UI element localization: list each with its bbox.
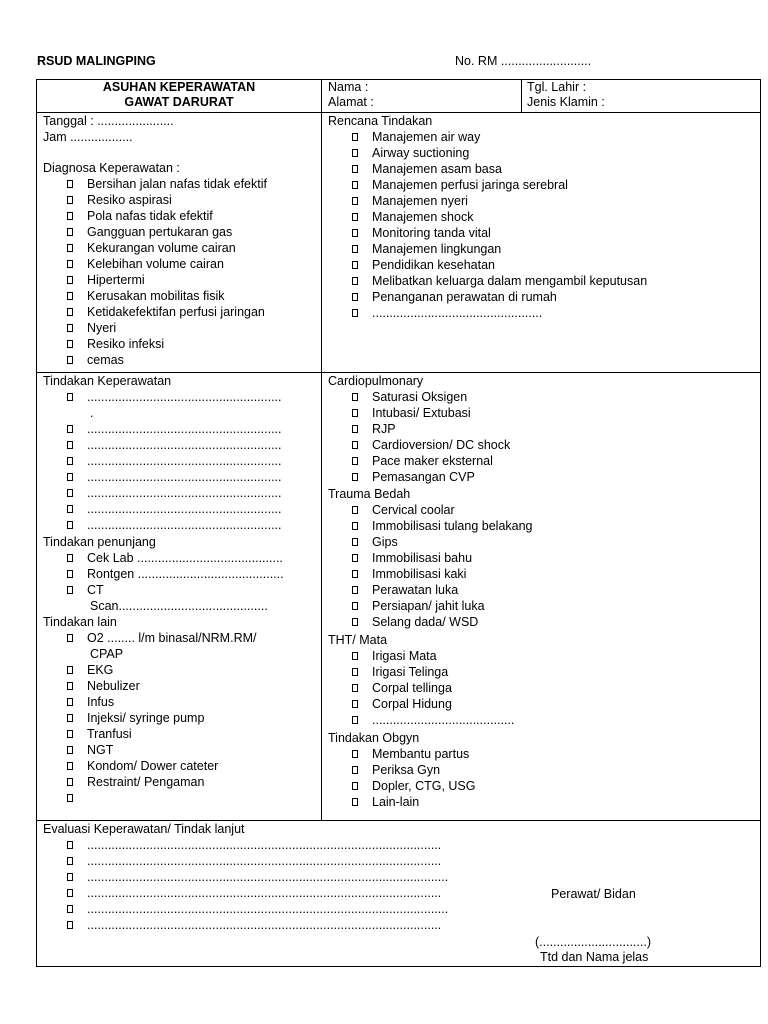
diagnosa-item: Kerusakan mobilitas fisik <box>67 288 267 304</box>
rencana-item: Airway suctioning <box>352 145 647 161</box>
cardio-item: Cardioversion/ DC shock <box>352 437 510 453</box>
checkbox-icon[interactable] <box>352 602 358 610</box>
trauma-item: Immobilisasi kaki <box>352 566 533 582</box>
checkbox-icon[interactable] <box>352 570 358 578</box>
checkbox-icon[interactable] <box>67 554 73 562</box>
lain-item: O2 ........ l/m binasal/NRM.RM/ <box>67 630 256 646</box>
diagnosa-item: Bersihan jalan nafas tidak efektif <box>67 176 267 192</box>
tindakan-keperawatan-title: Tindakan Keperawatan <box>43 374 172 388</box>
tht-item: Corpal Hidung <box>352 696 514 712</box>
penunjang-item: Cek Lab .......................................... <box>67 550 284 566</box>
tht-item: ......................................... <box>352 712 514 728</box>
rencana-title: Rencana Tindakan <box>328 114 433 128</box>
rencana-item: Manajemen asam basa <box>352 161 647 177</box>
checkbox-icon[interactable] <box>67 441 73 449</box>
diagnosa-item: Nyeri <box>67 320 267 336</box>
diagnosa-list <box>67 176 267 368</box>
checkbox-icon[interactable] <box>67 180 73 188</box>
rencana-item: Manajemen air way <box>352 129 647 145</box>
checkbox-icon[interactable] <box>67 228 73 236</box>
checkbox-icon[interactable] <box>67 714 73 722</box>
checkbox-icon[interactable] <box>67 244 73 252</box>
lain-item <box>67 790 256 806</box>
checkbox-icon[interactable] <box>67 889 73 897</box>
tht-list <box>352 648 514 728</box>
cardio-item: Pace maker eksternal <box>352 453 510 469</box>
cardio-item: Pemasangan CVP <box>352 469 510 485</box>
tgl-lahir-label: Tgl. Lahir : <box>527 80 587 94</box>
jenis-klamin-label: Jenis Klamin : <box>527 95 605 109</box>
checkbox-icon[interactable] <box>352 229 358 237</box>
checkbox-icon[interactable] <box>67 276 73 284</box>
rencana-item: Manajemen shock <box>352 209 647 225</box>
obgyn-item: Dopler, CTG, USG <box>352 778 476 794</box>
divider <box>521 79 522 112</box>
tindakan-item: ........................................................ <box>67 501 281 517</box>
lain-item: NGT <box>67 742 256 758</box>
lain-item: Nebulizer <box>67 678 256 694</box>
tht-item: Irigasi Telinga <box>352 664 514 680</box>
checkbox-icon[interactable] <box>352 441 358 449</box>
tindakan-item: ........................................................ <box>67 517 281 533</box>
rencana-item: Monitoring tanda vital <box>352 225 647 241</box>
penunjang-list <box>67 550 284 614</box>
trauma-list <box>352 502 533 630</box>
nama-label: Nama : <box>328 80 369 94</box>
penunjang-item-cont: Scan........................................... <box>90 599 268 613</box>
rencana-item: Manajemen nyeri <box>352 193 647 209</box>
checkbox-icon[interactable] <box>352 165 358 173</box>
cardio-item: RJP <box>352 421 510 437</box>
checkbox-icon[interactable] <box>67 730 73 738</box>
trauma-item: Persiapan/ jahit luka <box>352 598 533 614</box>
obgyn-title: Tindakan Obgyn <box>328 731 420 745</box>
checkbox-icon[interactable] <box>67 905 73 913</box>
checkbox-icon[interactable] <box>352 133 358 141</box>
rencana-item: Pendidikan kesehatan <box>352 257 647 273</box>
checkbox-icon[interactable] <box>352 538 358 546</box>
tht-title: THT/ Mata <box>328 633 388 647</box>
evaluasi-item: ........................................................................................................ <box>67 869 448 885</box>
diagnosa-item: Pola nafas tidak efektif <box>67 208 267 224</box>
checkbox-icon[interactable] <box>67 586 73 594</box>
tindakan-item: ........................................................ <box>67 469 281 485</box>
evaluasi-item: ...................................................................................................... <box>67 917 448 933</box>
checkbox-icon[interactable] <box>352 716 358 724</box>
tindakan-list <box>67 389 281 533</box>
checkbox-icon[interactable] <box>352 684 358 692</box>
rencana-item: ................................................. <box>352 305 647 321</box>
checkbox-icon[interactable] <box>352 213 358 221</box>
checkbox-icon[interactable] <box>67 634 73 642</box>
checkbox-icon[interactable] <box>67 762 73 770</box>
tht-item: Corpal tellinga <box>352 680 514 696</box>
checkbox-icon[interactable] <box>67 212 73 220</box>
obgyn-list <box>352 746 476 810</box>
checkbox-icon[interactable] <box>352 750 358 758</box>
checkbox-icon[interactable] <box>67 698 73 706</box>
lain-item: Tranfusi <box>67 726 256 742</box>
diagnosa-title: Diagnosa Keperawatan : <box>43 161 180 175</box>
checkbox-icon[interactable] <box>67 873 73 881</box>
penunjang-item: CT <box>67 582 284 598</box>
checkbox-icon[interactable] <box>67 292 73 300</box>
tanggal-field: Tanggal : ...................... <box>43 114 174 128</box>
trauma-item: Selang dada/ WSD <box>352 614 533 630</box>
lain-item: Kondom/ Dower cateter <box>67 758 256 774</box>
checkbox-icon[interactable] <box>67 308 73 316</box>
tht-item: Irigasi Mata <box>352 648 514 664</box>
checkbox-icon[interactable] <box>67 505 73 513</box>
checkbox-icon[interactable] <box>352 181 358 189</box>
evaluasi-item: ...................................................................................................... <box>67 837 448 853</box>
checkbox-icon[interactable] <box>352 457 358 465</box>
diagnosa-item: cemas <box>67 352 267 368</box>
diagnosa-item: Kelebihan volume cairan <box>67 256 267 272</box>
diagnosa-item: Gangguan pertukaran gas <box>67 224 267 240</box>
checkbox-icon[interactable] <box>67 921 73 929</box>
checkbox-icon[interactable] <box>67 841 73 849</box>
cardio-item: Saturasi Oksigen <box>352 389 510 405</box>
obgyn-item: Periksa Gyn <box>352 762 476 778</box>
checkbox-icon[interactable] <box>67 260 73 268</box>
trauma-item: Cervical coolar <box>352 502 533 518</box>
diagnosa-item: Resiko infeksi <box>67 336 267 352</box>
tindakan-item: ........................................................ <box>67 485 281 501</box>
trauma-item: Immobilisasi bahu <box>352 550 533 566</box>
cardio-list <box>352 389 510 485</box>
checkbox-icon[interactable] <box>352 766 358 774</box>
checkbox-icon[interactable] <box>67 196 73 204</box>
rencana-item: Manajemen lingkungan <box>352 241 647 257</box>
checkbox-icon[interactable] <box>352 261 358 269</box>
lain-item: Restraint/ Pengaman <box>67 774 256 790</box>
form-title-line1: ASUHAN KEPERAWATAN <box>102 80 256 94</box>
evaluasi-list <box>67 837 448 933</box>
checkbox-icon[interactable] <box>352 522 358 530</box>
checkbox-icon[interactable] <box>352 506 358 514</box>
divider <box>321 79 322 820</box>
checkbox-icon[interactable] <box>67 489 73 497</box>
checkbox-icon[interactable] <box>67 324 73 332</box>
lain-list <box>67 630 256 806</box>
rencana-list <box>352 129 647 321</box>
evaluasi-title: Evaluasi Keperawatan/ Tindak lanjut <box>43 822 245 836</box>
perawat-label: Perawat/ Bidan <box>551 887 636 901</box>
rencana-item: Penanganan perawatan di rumah <box>352 289 647 305</box>
checkbox-icon[interactable] <box>352 293 358 301</box>
evaluasi-item: ...................................................................................................... <box>67 853 448 869</box>
checkbox-icon[interactable] <box>67 570 73 578</box>
checkbox-icon[interactable] <box>352 554 358 562</box>
lain-item: Injeksi/ syringe pump <box>67 710 256 726</box>
tindakan-item: ........................................................ <box>67 437 281 453</box>
rm-number: No. RM .......................... <box>455 54 592 68</box>
tindakan-penunjang-title: Tindakan penunjang <box>43 535 156 549</box>
trauma-item: Gips <box>352 534 533 550</box>
tindakan-item-cont: . <box>90 406 94 420</box>
checkbox-icon[interactable] <box>352 197 358 205</box>
checkbox-icon[interactable] <box>352 473 358 481</box>
evaluasi-item: ...................................................................................................... <box>67 885 448 901</box>
obgyn-item: Lain-lain <box>352 794 476 810</box>
checkbox-icon[interactable] <box>352 245 358 253</box>
checkbox-icon[interactable] <box>67 340 73 348</box>
trauma-item: Immobilisasi tulang belakang <box>352 518 533 534</box>
trauma-item: Perawatan luka <box>352 582 533 598</box>
checkbox-icon[interactable] <box>352 618 358 626</box>
rencana-item: Melibatkan keluarga dalam mengambil keputusan <box>352 273 647 289</box>
hospital-name: RSUD MALINGPING <box>37 54 156 68</box>
lain-item: Infus <box>67 694 256 710</box>
checkbox-icon[interactable] <box>67 666 73 674</box>
form-title-line2: GAWAT DARURAT <box>124 95 234 109</box>
diagnosa-item: Ketidakefektifan perfusi jaringan <box>67 304 267 320</box>
checkbox-icon[interactable] <box>352 425 358 433</box>
checkbox-icon[interactable] <box>67 857 73 865</box>
checkbox-icon[interactable] <box>352 277 358 285</box>
lain-item: EKG <box>67 662 256 678</box>
checkbox-icon[interactable] <box>67 425 73 433</box>
tindakan-item: ........................................................ <box>67 453 281 469</box>
signature-caption: Ttd dan Nama jelas <box>540 950 649 964</box>
checkbox-icon[interactable] <box>67 356 73 364</box>
checkbox-icon[interactable] <box>352 668 358 676</box>
checkbox-icon[interactable] <box>67 473 73 481</box>
trauma-title: Trauma Bedah <box>328 487 411 501</box>
checkbox-icon[interactable] <box>67 457 73 465</box>
checkbox-icon[interactable] <box>67 778 73 786</box>
checkbox-icon[interactable] <box>352 652 358 660</box>
checkbox-icon[interactable] <box>352 700 358 708</box>
checkbox-icon[interactable] <box>352 409 358 417</box>
checkbox-icon[interactable] <box>352 586 358 594</box>
diagnosa-item: Hipertermi <box>67 272 267 288</box>
jam-field: Jam .................. <box>43 130 133 144</box>
checkbox-icon[interactable] <box>352 798 358 806</box>
diagnosa-item: Resiko aspirasi <box>67 192 267 208</box>
tindakan-item: ........................................................ <box>67 421 281 437</box>
checkbox-icon[interactable] <box>67 393 73 401</box>
form-title <box>37 80 321 110</box>
checkbox-icon[interactable] <box>67 794 73 802</box>
obgyn-item: Membantu partus <box>352 746 476 762</box>
checkbox-icon[interactable] <box>352 309 358 317</box>
checkbox-icon[interactable] <box>352 149 358 157</box>
tindakan-item: ........................................................ <box>67 389 281 405</box>
rencana-item: Manajemen perfusi jaringa serebral <box>352 177 647 193</box>
lain-item-cont: CPAP <box>90 647 124 661</box>
checkbox-icon[interactable] <box>67 682 73 690</box>
tindakan-lain-title: Tindakan lain <box>43 615 117 629</box>
cardio-title: Cardiopulmonary <box>328 374 424 388</box>
evaluasi-item: ........................................................................................................ <box>67 901 448 917</box>
penunjang-item: Rontgen .......................................... <box>67 566 284 582</box>
checkbox-icon[interactable] <box>67 521 73 529</box>
checkbox-icon[interactable] <box>67 746 73 754</box>
signature-line: (...............................) <box>535 935 651 949</box>
cardio-item: Intubasi/ Extubasi <box>352 405 510 421</box>
checkbox-icon[interactable] <box>352 393 358 401</box>
alamat-label: Alamat : <box>328 95 374 109</box>
checkbox-icon[interactable] <box>352 782 358 790</box>
diagnosa-item: Kekurangan volume cairan <box>67 240 267 256</box>
